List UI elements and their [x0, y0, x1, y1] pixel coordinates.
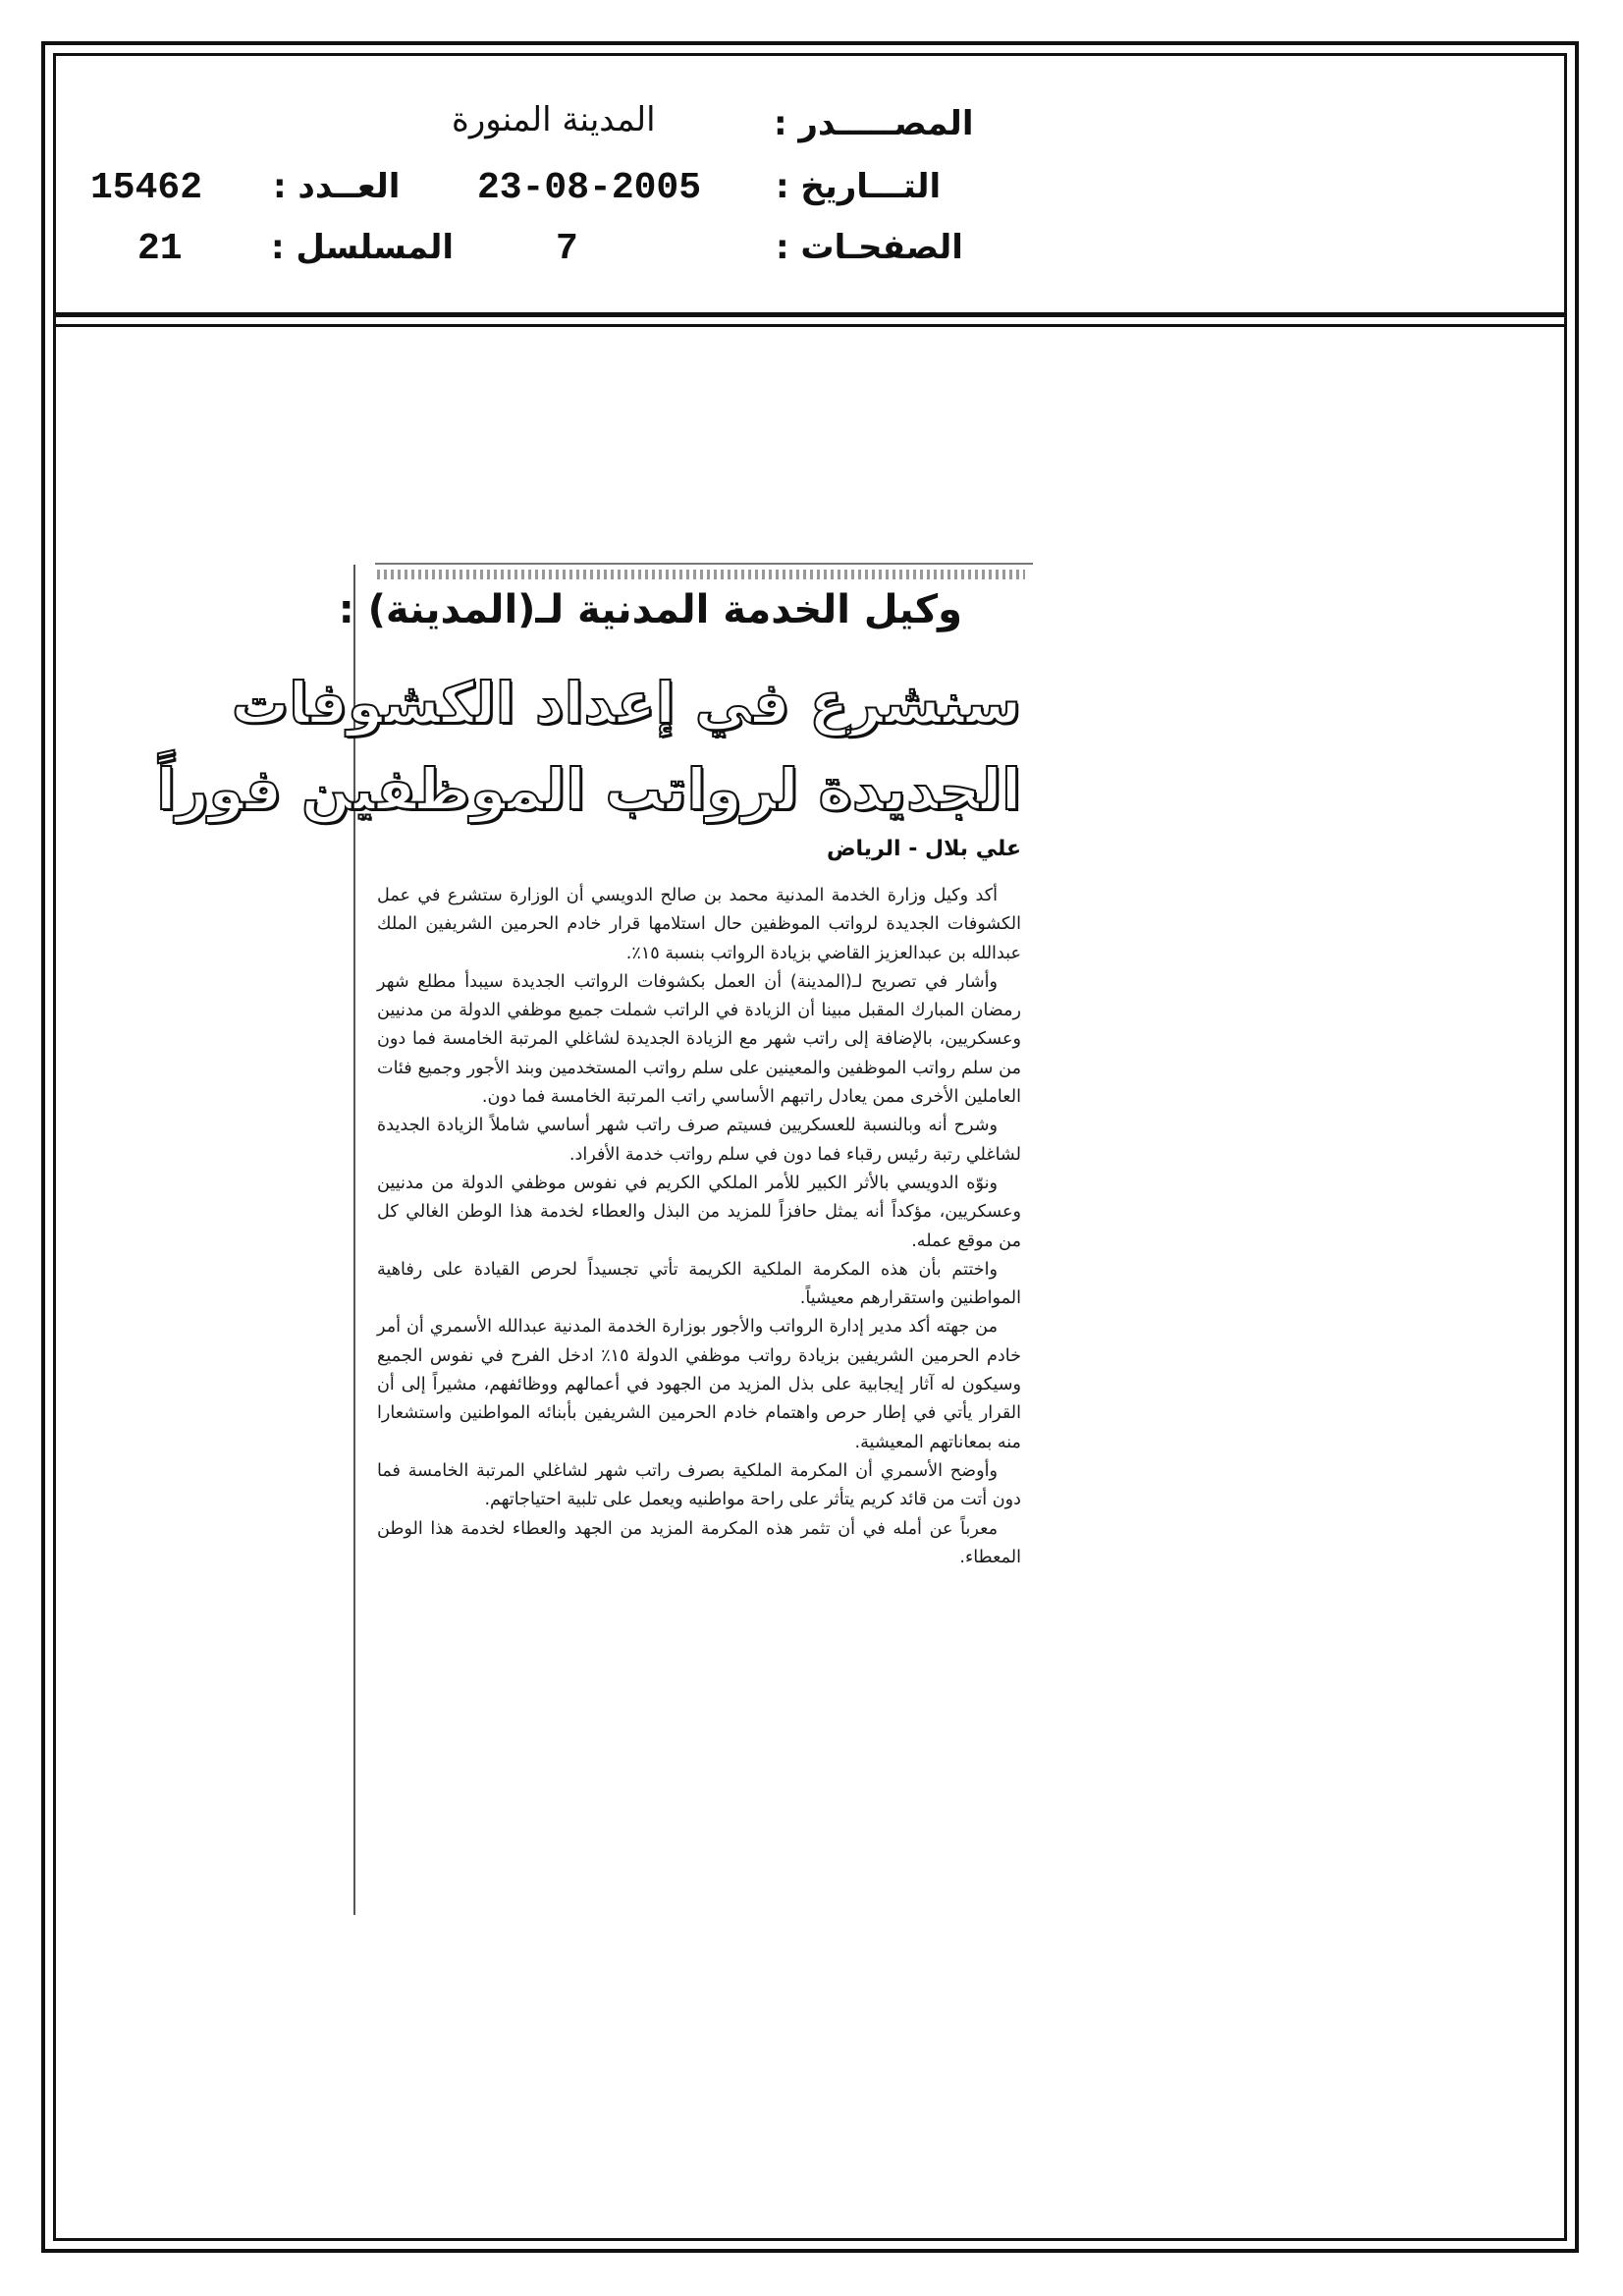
- pages-label: الصفحـات :: [776, 228, 963, 267]
- issue-value: 15462: [90, 167, 203, 209]
- article-paragraph: وشرح أنه وبالنسبة للعسكريين فسيتم صرف راتب شهر أساسي شاملاً الزيادة الجديدة لشاغلي رتبة رئيس رقباء فما دون في سلم رواتب خدمة الأفراد.: [377, 1116, 1021, 1165]
- clipping-top-pattern: [377, 570, 1025, 579]
- article-body: [377, 882, 1021, 1572]
- issue-label: العــدد :: [273, 167, 401, 206]
- article-paragraph: وأشار في تصريح لـ(المدينة) أن العمل بكشوفات الرواتب الجديدة سيبدأ مطلع شهر رمضان المبارك المقبل مبينا أن الزيادة في الراتب شملت جميع موظفي الدولة من مدنيين وعسكريين، بالإضافة إلى راتب شهر مع الزيادة الجديدة لشاغلي المرتبة الخامسة فما دون من سلم رواتب الموظفين والمعينين على سلم رواتب المستخدمين وبند الأجور وجميع فئات العاملين الأخرى ممن يعادل راتبهم الأساسي راتب المرتبة الخامسة فما دون.: [377, 971, 1021, 1108]
- header-divider-secondary: [53, 324, 1567, 327]
- article-paragraph: من جهته أكد مدير إدارة الرواتب والأجور بوزارة الخدمة المدنية عبدالله الأسمري أن أمر خادم الحرمين الشريفين بزيادة رواتب موظفي الدولة ١٥٪ ادخل الفرح في نفوس الجميع وسيكون له آثار إيجابية على بذل المزيد من الجهود في أعمالهم ووظائفهم، مشيراً إلى أن القرار يأتي في إطار حرص واهتمام خادم الحرمين الشريفين بأبنائه المواطنين واستشعارا منه بمعاناتهم المعيشية.: [377, 1317, 1021, 1452]
- article-paragraph: معرباً عن أمله في أن تثمر هذه المكرمة المزيد من الجهد والعطاء لخدمة هذا الوطن المعطاء.: [377, 1518, 1021, 1567]
- header-divider: [53, 312, 1567, 317]
- serial-value: 21: [137, 228, 183, 270]
- date-value: 23-08-2005: [477, 167, 702, 209]
- article-paragraph: واختتم بأن هذه المكرمة الملكية الكريمة تأتي تجسيداً لحرص القيادة على رفاهية المواطنين واستقرارهم معيشياً.: [377, 1259, 1021, 1309]
- article-kicker: وكيل الخدمة المدنية لـ(المدينة) :: [338, 587, 962, 632]
- serial-label: المسلسل :: [271, 228, 455, 267]
- article-headline-line-1: سنشرع في إعداد الكشوفات: [231, 670, 1021, 737]
- article-headline-line-2: الجديدة لرواتب الموظفين فوراً: [156, 756, 1021, 823]
- article-byline: علي بلال - الرياض: [826, 837, 1021, 861]
- article-paragraph: وأوضح الأسمري أن المكرمة الملكية بصرف راتب شهر لشاغلي المرتبة الخامسة فما دون أتت من قائد كريم يتأثر على راحة مواطنيه ويعمل على تلبية احتياجاتهم.: [377, 1460, 1021, 1510]
- clipping-top-edge: [375, 563, 1033, 565]
- source-value: المدينة المنورة: [452, 100, 656, 139]
- source-label: المصـــــدر :: [774, 104, 974, 143]
- date-label: التـــاريخ :: [776, 167, 942, 206]
- article-paragraph: ونوّه الدويسي بالأثر الكبير للأمر الملكي الكريم في نفوس موظفي الدولة من مدنيين وعسكريين، مؤكداً أنه يمثل حافزاً للمزيد من البذل والعطاء لخدمة هذا الوطن الغالي كل من موقع عمله.: [377, 1173, 1021, 1251]
- pages-value: 7: [556, 228, 578, 270]
- article-paragraph: أكد وكيل وزارة الخدمة المدنية محمد بن صالح الدويسي أن الوزارة ستشرع في عمل الكشوفات الجديدة لرواتب الموظفين حال استلامها قرار خادم الحرمين الشريفين الملك عبدالله بن عبدالعزيز القاضي بزيادة الرواتب بنسبة ١٥٪.: [377, 886, 1021, 963]
